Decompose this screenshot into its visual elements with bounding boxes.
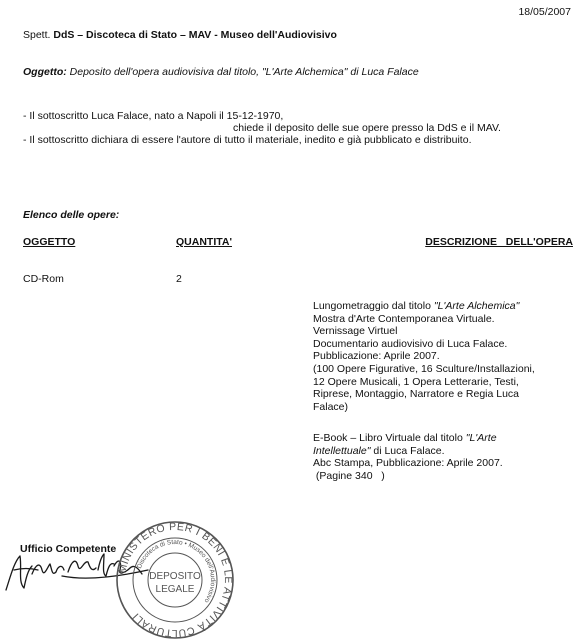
works-heading: Elenco delle opere: [23,209,120,221]
legal-deposit-stamp [114,519,236,641]
stamp-center-line-1: DEPOSITO [149,571,201,582]
subject-line [23,66,419,78]
addressee-name: DdS – Discoteca di Stato – MAV - Museo dell'Audiovisivo [53,29,337,41]
letter-date: 18/05/2007 [518,6,571,18]
desc2-title-start: "L'Arte [465,432,497,444]
desc1-line-5: Pubblicazione: Aprile 2007. [313,350,440,363]
column-header-description: DESCRIZIONE DELL'OPERA [425,236,573,248]
desc1-line-8: Riprese, Montaggio, Narratore e Regia Luca [313,388,520,401]
declaration-line-2: chiede il deposito delle sue opere presso la DdS e il MAV. [233,122,501,134]
subject-text: Deposito dell'opera audiovisiva dal titolo, "L'Arte Alchemica" di Luca Falace [66,66,419,78]
description-block-2 [313,432,503,482]
desc1-line-4: Documentario audiovisivo di Luca Falace. [313,337,508,350]
row-object: CD-Rom [23,273,64,285]
desc2-author: di Luca Falace. [370,444,445,457]
desc1-title: "L'Arte Alchemica" [433,300,520,312]
stamp-center-line-2: LEGALE [155,584,195,595]
desc1-line-9: Falace) [313,400,349,413]
desc1-line-2: Mostra d'Arte Contemporanea Virtuale. [313,312,495,325]
description-block-1 [313,300,535,413]
desc2-title-end: Intellettuale" [313,444,371,457]
desc2-line-4: (Pagine 340 ) [313,469,385,482]
desc1-line-7: 12 Opere Musicali, 1 Opera Letterarie, Testi, [313,375,519,388]
desc2-title-prefix: E-Book – Libro Virtuale dal titolo [313,432,466,444]
row-quantity: 2 [176,273,182,285]
desc1-title-prefix: Lungometraggio dal titolo [313,300,434,312]
declaration-line-1: - Il sottoscritto Luca Falace, nato a Napoli il 15-12-1970, [23,110,284,122]
office-label: Ufficio Competente [20,543,117,555]
desc1-line-3: Vernissage Virtuel [313,325,398,338]
desc1-line-1 [313,300,535,313]
declaration-line-3: - Il sottoscritto dichiara di essere l'autore di tutto il materiale, inedito e già pubblicato e distribuito. [23,134,472,146]
addressee-line [23,29,337,41]
desc2-line-2 [313,445,503,458]
stamp-inner-text: Discoteca di Stato • Museo dell'Audiovisivo [136,538,217,604]
desc2-line-3: Abc Stampa, Pubblicazione: Aprile 2007. [313,457,503,470]
subject-label: Oggetto: [23,66,67,78]
desc1-line-6: (100 Opere Figurative, 16 Sculture/Installazioni, [313,362,535,375]
addressee-prefix: Spett. [23,29,51,41]
column-header-quantity: QUANTITA' [176,236,232,248]
column-header-object: OGGETTO [23,236,76,248]
desc2-line-1 [313,432,503,445]
stamp-outer-text: MINISTERO PER I BENI E LE ATTIVITÀ CULTURALI [116,520,235,640]
